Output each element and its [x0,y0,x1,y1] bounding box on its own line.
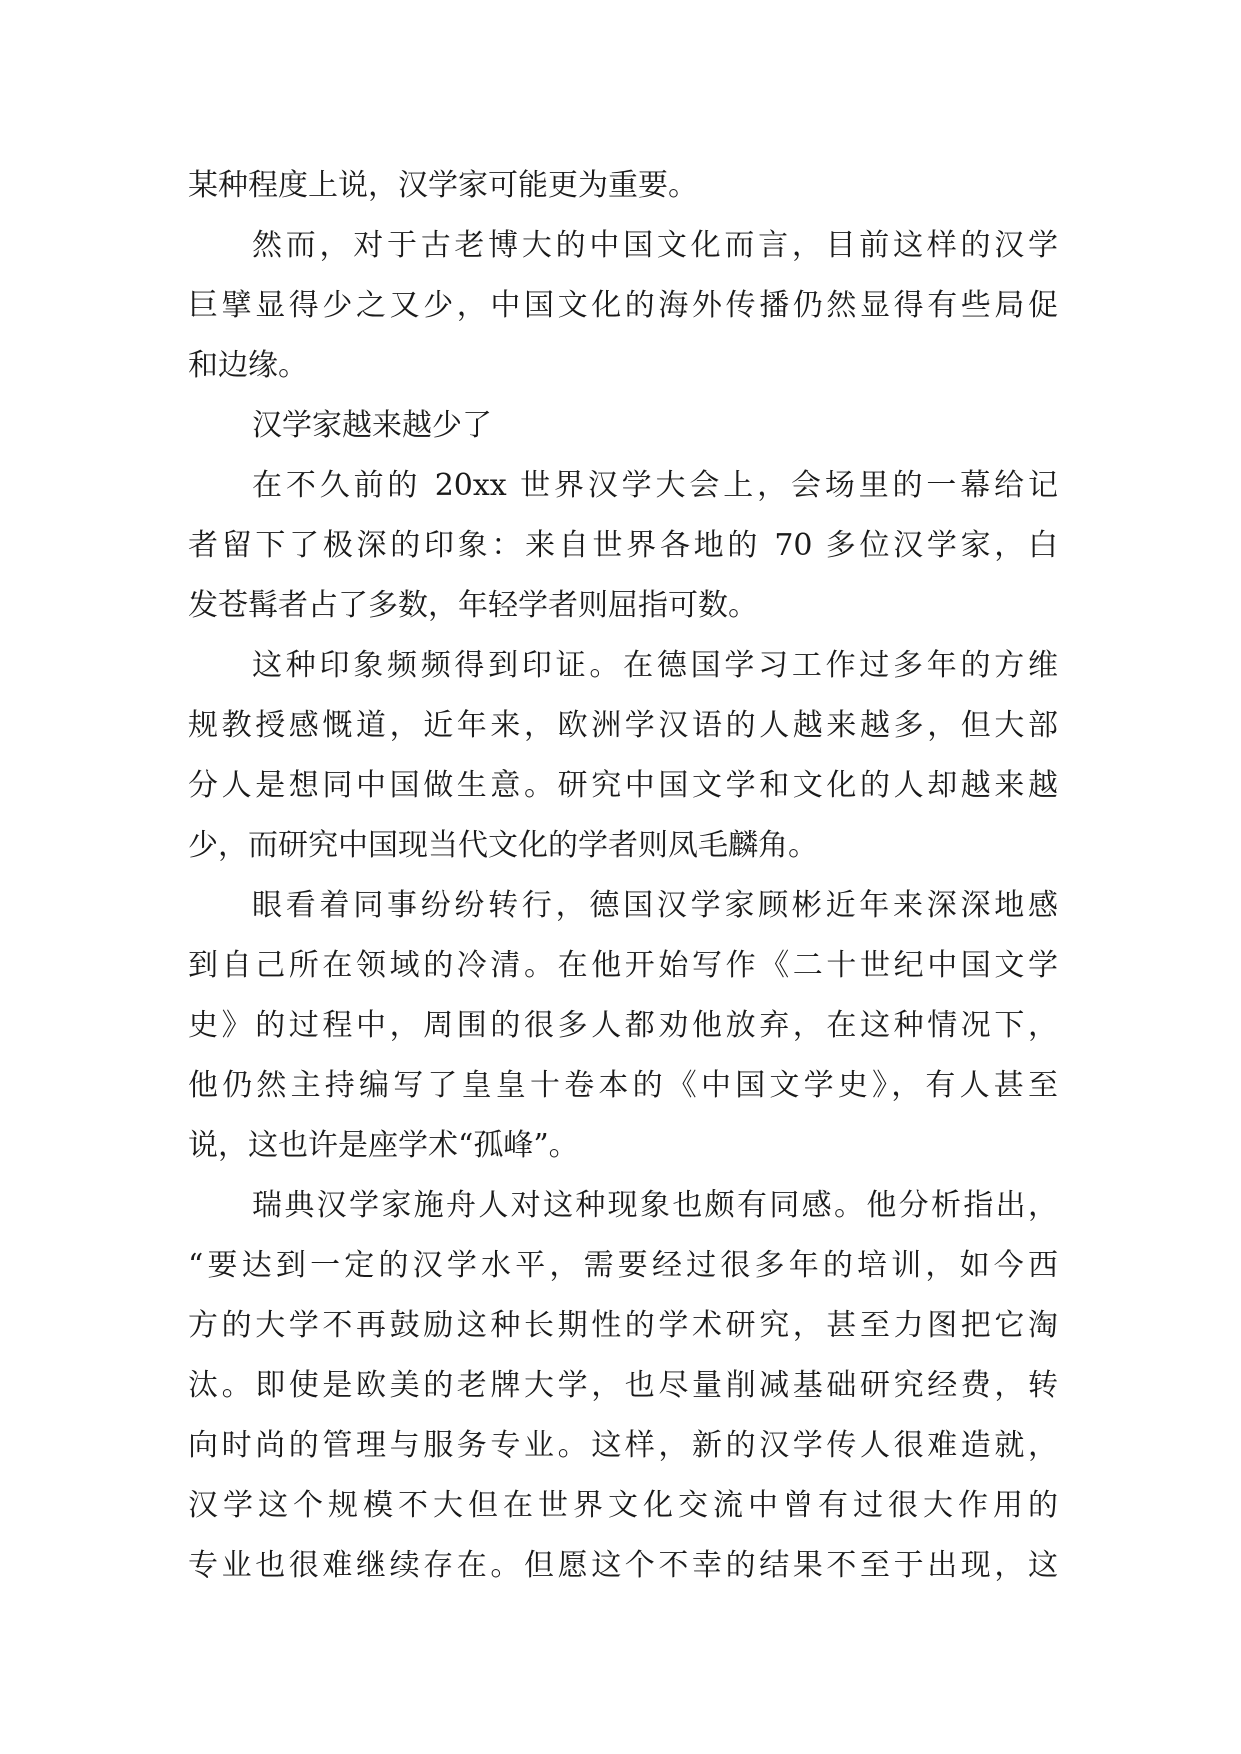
text-line: 巨擘显得少之又少，中国文化的海外传播仍然显得有些局促 [188,288,1058,323]
text-line: 史》的过程中，周围的很多人都劝他放弃，在这种情况下， [188,1008,1058,1043]
text-line: 然而，对于古老博大的中国文化而言，目前这样的汉学 [252,228,1058,263]
text-line: 瑞典汉学家施舟人对这种现象也颇有同感。他分析指出， [252,1188,1058,1223]
text-line: 他仍然主持编写了皇皇十卷本的《中国文学史》，有人甚至 [188,1068,1058,1103]
text-line: 发苍髯者占了多数，年轻学者则屈指可数。 [188,588,758,623]
text-line: 向时尚的管理与服务专业。这样，新的汉学传人很难造就， [188,1428,1058,1463]
text-line: 者留下了极深的印象：来自世界各地的 70 多位汉学家，白 [188,528,1058,563]
text-line: 这种印象频频得到印证。在德国学习工作过多年的方维 [252,648,1058,683]
text-line: 到自己所在领域的冷清。在他开始写作《二十世纪中国文学 [188,948,1058,983]
text-line: “要达到一定的汉学水平，需要经过很多年的培训，如今西 [188,1248,1058,1283]
document-body [188,156,1058,1596]
text-line: 某种程度上说，汉学家可能更为重要。 [188,168,698,203]
text-line: 汉学这个规模不大但在世界文化交流中曾有过很大作用的 [188,1488,1058,1523]
text-line: 眼看着同事纷纷转行，德国汉学家顾彬近年来深深地感 [252,888,1058,923]
text-line: 在不久前的 20xx 世界汉学大会上，会场里的一幕给记 [252,468,1058,503]
section-heading: 汉学家越来越少了 [252,408,492,443]
text-line: 少，而研究中国现当代文化的学者则凤毛麟角。 [188,828,818,863]
text-line: 分人是想同中国做生意。研究中国文学和文化的人却越来越 [188,768,1058,803]
text-line: 和边缘。 [188,348,308,383]
text-line: 汰。即使是欧美的老牌大学，也尽量削减基础研究经费，转 [188,1368,1058,1403]
text-line: 方的大学不再鼓励这种长期性的学术研究，甚至力图把它淘 [188,1308,1058,1343]
text-line: 专业也很难继续存在。但愿这个不幸的结果不至于出现，这 [188,1548,1058,1583]
text-line: 规教授感慨道，近年来，欧洲学汉语的人越来越多，但大部 [188,708,1058,743]
text-line: 说，这也许是座学术“孤峰”。 [188,1128,579,1163]
